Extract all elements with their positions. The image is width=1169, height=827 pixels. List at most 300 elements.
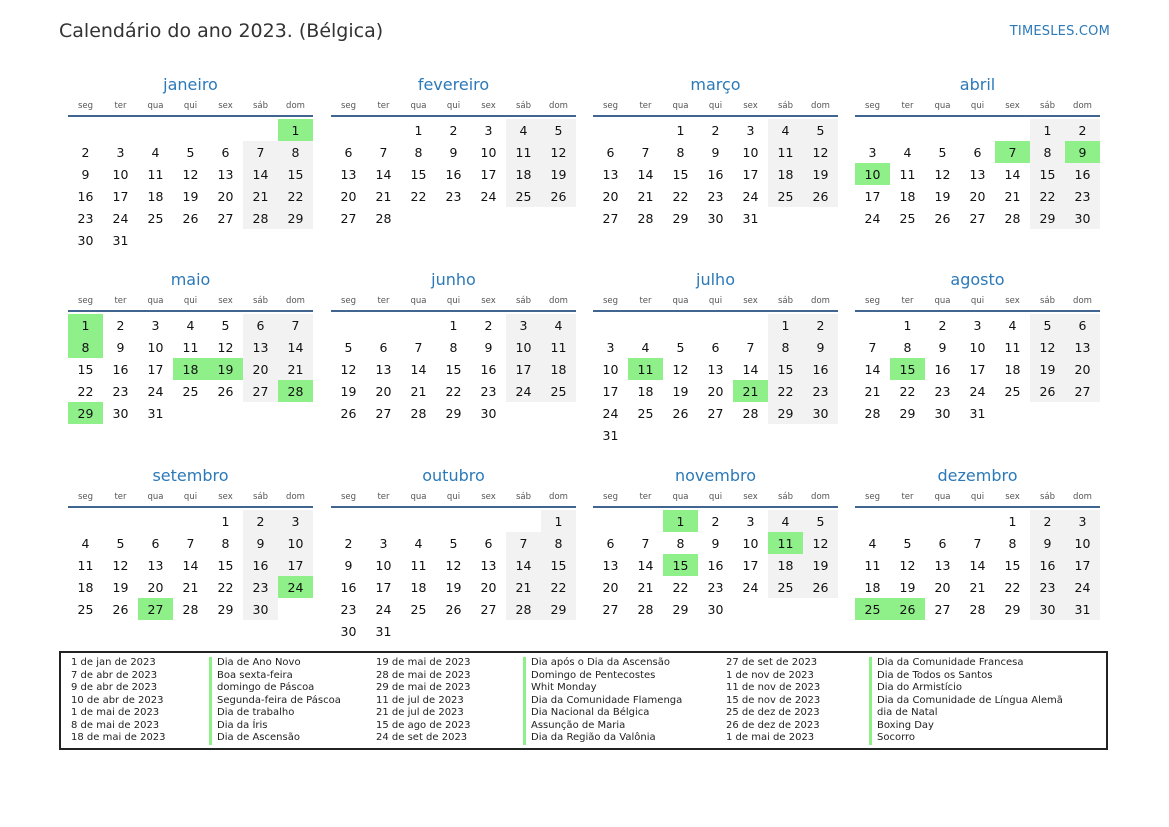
holiday-day-cell: 1 [663,510,698,532]
day-cell: 19 [112,579,129,595]
day-cell: 16 [707,166,724,182]
weekday-label: ter [639,101,652,111]
day-cell: 9 [116,339,125,355]
day-cell: 2 [711,513,720,529]
day-cell: 16 [445,166,462,182]
weekday-label: qua [410,492,427,502]
day-cell: 14 [969,557,986,573]
day-cell: 12 [541,141,576,163]
day-cell: 16 [803,358,838,380]
day-cell: 2 [938,317,947,333]
day-cell: 14 [182,557,199,573]
day-cell: 11 [899,166,916,182]
empty-cell [401,510,436,532]
weekday-header [68,97,313,117]
day-cell: 7 [186,535,195,551]
day-cell: 10 [742,144,759,160]
day-cell: 28 [506,598,541,620]
legend-date: 25 de dez de 2023 [726,707,820,718]
day-cell: 19 [899,579,916,595]
legend-date: 1 de mai de 2023 [726,732,815,743]
empty-cell [243,119,278,141]
month-name: fevereiro [417,75,490,94]
legend-date: 1 de jan de 2023 [71,657,156,668]
day-cell: 12 [803,141,838,163]
month-name: outubro [422,466,485,485]
weekday-label: sex [481,296,496,306]
month-name: maio [170,270,211,289]
weekday-label: sex [743,101,758,111]
month-8 [68,465,313,620]
day-cell: 19 [340,383,357,399]
legend-holiday-name: Dia da Região da Valônia [523,732,656,745]
weekday-label: ter [901,296,914,306]
day-cell: 29 [445,405,462,421]
legend-date: 18 de mai de 2023 [71,732,166,743]
day-grid [68,119,313,251]
day-cell: 12 [803,532,838,554]
day-cell: 12 [899,557,916,573]
day-cell: 14 [637,557,654,573]
empty-cell [331,119,366,141]
weekday-label: qui [970,296,985,306]
day-cell: 3 [379,535,388,551]
weekday-header [331,97,576,117]
day-cell: 8 [278,141,313,163]
day-cell: 14 [864,361,881,377]
day-cell: 5 [938,144,947,160]
day-cell: 25 [768,185,803,207]
day-cell: 8 [768,336,803,358]
day-cell: 6 [484,535,493,551]
day-cell: 16 [480,361,497,377]
day-cell: 24 [112,210,129,226]
day-cell: 5 [803,510,838,532]
weekday-label: seg [864,492,881,502]
day-cell: 23 [112,383,129,399]
day-cell: 29 [278,207,313,229]
legend-date: 26 de dez de 2023 [726,719,820,731]
weekday-label: qua [410,296,427,306]
weekday-label: qua [672,101,689,111]
day-cell: 22 [217,579,234,595]
day-cell: 4 [541,314,576,336]
day-cell: 17 [480,166,497,182]
day-cell: 30 [707,210,724,226]
day-cell: 2 [243,510,278,532]
weekday-label: dom [1073,296,1092,306]
legend-holiday-name: Assunção de Maria [523,720,625,733]
legend-date: 7 de abr de 2023 [71,669,158,681]
month-6 [593,269,838,446]
month-name: junho [431,270,476,289]
legend-date: 1 de mai de 2023 [71,707,160,718]
holiday-day-cell: 1 [278,119,313,141]
weekday-label: sáb [1039,101,1056,111]
day-cell: 29 [672,601,689,617]
day-cell: 17 [602,383,619,399]
day-cell: 30 [243,598,278,620]
day-cell: 15 [217,557,234,573]
weekday-label: ter [377,492,390,502]
empty-cell [628,510,663,532]
day-cell: 19 [803,163,838,185]
weekday-header [855,97,1100,117]
day-cell: 15 [77,361,94,377]
weekday-label: qui [183,101,198,111]
weekday-label: sáb [1039,492,1056,502]
day-cell: 18 [1004,361,1021,377]
holiday-day-cell: 25 [855,598,890,620]
day-cell: 3 [116,144,125,160]
day-cell: 28 [375,210,392,226]
empty-cell [593,510,628,532]
day-cell: 19 [803,554,838,576]
weekday-label: dom [549,492,568,502]
day-cell: 14 [375,166,392,182]
day-cell: 4 [81,535,90,551]
day-cell: 5 [344,339,353,355]
weekday-label: sex [1005,101,1020,111]
day-cell: 15 [768,358,803,380]
day-cell: 18 [410,579,427,595]
day-cell: 17 [1065,554,1100,576]
weekday-label: qua [934,296,951,306]
day-cell: 23 [445,188,462,204]
day-cell: 11 [410,557,427,573]
day-cell: 26 [803,185,838,207]
day-cell: 6 [221,144,230,160]
day-cell: 15 [410,166,427,182]
day-cell: 16 [1030,554,1065,576]
weekday-label: dom [811,296,830,306]
legend-holiday-name: Whit Monday [523,682,597,695]
weekday-label: qui [708,492,723,502]
holiday-day-cell: 15 [663,554,698,576]
weekday-label: qui [183,296,198,306]
legend-date: 15 de ago de 2023 [376,719,471,731]
day-cell: 13 [707,361,724,377]
day-cell: 14 [243,163,278,185]
brand-link[interactable]: TIMESLES.COM [1009,24,1110,39]
day-cell: 25 [506,185,541,207]
month-name: janeiro [163,75,218,94]
day-cell: 5 [186,144,195,160]
day-cell: 3 [868,144,877,160]
day-cell: 10 [1065,532,1100,554]
day-cell: 29 [217,601,234,617]
day-cell: 9 [344,557,353,573]
legend-holiday-name: Boxing Day [869,720,934,733]
day-cell: 13 [340,166,357,182]
day-cell: 28 [742,405,759,421]
day-cell: 15 [1030,163,1065,185]
day-cell: 18 [768,163,803,185]
day-cell: 25 [637,405,654,421]
day-cell: 24 [969,383,986,399]
day-cell: 9 [484,339,493,355]
weekday-label: ter [901,492,914,502]
day-cell: 30 [1065,207,1100,229]
day-cell: 5 [903,535,912,551]
day-cell: 4 [1008,317,1017,333]
day-cell: 28 [410,405,427,421]
day-cell: 4 [868,535,877,551]
weekday-label: dom [1073,101,1092,111]
day-cell: 16 [243,554,278,576]
day-cell: 21 [182,579,199,595]
day-cell: 8 [449,339,458,355]
day-cell: 16 [77,188,94,204]
day-cell: 20 [969,188,986,204]
day-cell: 26 [217,383,234,399]
weekday-label: sáb [777,492,794,502]
month-9 [331,465,576,642]
weekday-label: dom [1073,492,1092,502]
day-cell: 22 [445,383,462,399]
day-cell: 12 [217,339,234,355]
day-cell: 26 [112,601,129,617]
holiday-day-cell: 10 [855,163,890,185]
day-cell: 3 [746,122,755,138]
day-cell: 2 [711,122,720,138]
month-name: abril [959,75,996,94]
weekday-label: qui [708,101,723,111]
legend-holiday-name: Dia da Comunidade Flamenga [523,695,682,708]
holiday-day-cell: 21 [733,380,768,402]
day-cell: 8 [1030,141,1065,163]
day-cell: 31 [375,623,392,639]
empty-cell [68,510,103,532]
empty-cell [995,119,1030,141]
day-cell: 16 [707,557,724,573]
day-cell: 10 [742,535,759,551]
weekday-label: sex [1005,296,1020,306]
weekday-label: sáb [515,101,532,111]
day-cell: 27 [340,210,357,226]
empty-cell [471,510,506,532]
day-cell: 10 [506,336,541,358]
day-cell: 21 [278,358,313,380]
day-cell: 1 [676,122,685,138]
empty-cell [366,314,401,336]
day-cell: 26 [1030,380,1065,402]
day-cell: 13 [480,557,497,573]
day-cell: 14 [742,361,759,377]
holiday-day-cell: 7 [995,141,1030,163]
day-cell: 7 [414,339,423,355]
day-cell: 1 [768,314,803,336]
legend-date: 11 de nov de 2023 [726,682,821,693]
empty-cell [960,510,995,532]
empty-cell [138,119,173,141]
day-grid [593,510,838,620]
day-cell: 18 [506,163,541,185]
day-cell: 1 [1030,119,1065,141]
day-cell: 11 [541,336,576,358]
day-cell: 6 [973,144,982,160]
day-cell: 10 [480,144,497,160]
weekday-header [68,292,313,312]
day-cell: 27 [1065,380,1100,402]
weekday-header [593,488,838,508]
legend-date: 21 de jul de 2023 [376,707,464,718]
month-0 [68,74,313,251]
weekday-label: sex [743,296,758,306]
day-grid [855,314,1100,424]
weekday-label: dom [286,492,305,502]
day-cell: 19 [182,188,199,204]
day-cell: 21 [637,579,654,595]
weekday-label: seg [77,101,94,111]
day-cell: 12 [182,166,199,182]
day-cell: 16 [934,361,951,377]
weekday-header [855,292,1100,312]
day-cell: 15 [672,166,689,182]
empty-cell [855,119,890,141]
legend-date: 9 de abr de 2023 [71,682,158,693]
day-cell: 25 [1004,383,1021,399]
day-cell: 18 [541,358,576,380]
weekday-label: sex [481,492,496,502]
day-cell: 20 [243,358,278,380]
day-cell: 23 [243,576,278,598]
day-cell: 3 [606,339,615,355]
day-cell: 12 [340,361,357,377]
weekday-header [593,292,838,312]
weekday-label: qui [183,492,198,502]
day-cell: 17 [112,188,129,204]
day-cell: 7 [746,339,755,355]
legend-holiday-name: Segunda-feira de Páscoa [209,695,341,708]
empty-cell [68,119,103,141]
day-cell: 17 [375,579,392,595]
day-cell: 22 [1004,579,1021,595]
empty-cell [925,510,960,532]
empty-cell [890,510,925,532]
day-cell: 1 [903,317,912,333]
day-cell: 7 [506,532,541,554]
day-cell: 24 [602,405,619,421]
day-cell: 11 [147,166,164,182]
day-cell: 28 [637,210,654,226]
weekday-label: dom [811,492,830,502]
day-cell: 22 [768,380,803,402]
holiday-day-cell: 15 [890,358,925,380]
day-cell: 17 [864,188,881,204]
legend-holiday-name: dia de Natal [869,707,938,720]
weekday-label: sáb [777,296,794,306]
weekday-label: sáb [252,296,269,306]
empty-cell [401,314,436,336]
day-cell: 18 [899,188,916,204]
day-cell: 6 [606,535,615,551]
holiday-day-cell: 19 [208,358,243,380]
day-cell: 28 [182,601,199,617]
day-cell: 1 [1008,513,1017,529]
day-cell: 9 [803,336,838,358]
weekday-label: qua [147,101,164,111]
day-cell: 23 [1030,576,1065,598]
day-cell: 22 [77,383,94,399]
day-cell: 3 [484,122,493,138]
holiday-day-cell: 24 [278,576,313,598]
empty-cell [733,314,768,336]
weekday-label: qua [934,101,951,111]
day-cell: 19 [672,383,689,399]
day-cell: 20 [707,383,724,399]
legend-date: 19 de mai de 2023 [376,657,471,668]
day-cell: 25 [410,601,427,617]
day-cell: 25 [541,380,576,402]
weekday-label: sex [218,492,233,502]
weekday-label: ter [639,492,652,502]
day-cell: 4 [903,144,912,160]
day-cell: 23 [707,579,724,595]
day-cell: 21 [375,188,392,204]
day-cell: 24 [742,579,759,595]
empty-cell [366,510,401,532]
day-cell: 5 [803,119,838,141]
day-cell: 6 [938,535,947,551]
legend-holiday-name: domingo de Páscoa [209,682,314,695]
day-cell: 22 [672,579,689,595]
day-cell: 22 [278,185,313,207]
month-name: setembro [152,466,229,485]
day-grid [855,510,1100,620]
day-cell: 19 [934,188,951,204]
day-cell: 1 [541,510,576,532]
empty-cell [138,510,173,532]
day-cell: 3 [151,317,160,333]
day-cell: 2 [803,314,838,336]
day-cell: 11 [77,557,94,573]
day-cell: 7 [973,535,982,551]
day-cell: 12 [1030,336,1065,358]
day-cell: 8 [541,532,576,554]
day-cell: 25 [77,601,94,617]
day-cell: 25 [147,210,164,226]
legend-holiday-name: Dia Nacional da Bélgica [523,707,649,720]
weekday-label: seg [77,492,94,502]
day-cell: 9 [81,166,90,182]
weekday-label: qua [672,492,689,502]
day-cell: 30 [77,232,94,248]
day-cell: 6 [606,144,615,160]
day-cell: 3 [973,317,982,333]
day-cell: 24 [375,601,392,617]
month-4 [68,269,313,424]
day-cell: 20 [480,579,497,595]
weekday-header [593,97,838,117]
weekday-label: qui [446,101,461,111]
day-cell: 9 [243,532,278,554]
day-cell: 17 [278,554,313,576]
day-cell: 12 [112,557,129,573]
weekday-label: ter [377,296,390,306]
day-cell: 26 [934,210,951,226]
day-cell: 17 [969,361,986,377]
day-cell: 2 [449,122,458,138]
month-10 [593,465,838,620]
day-cell: 16 [1065,163,1100,185]
day-cell: 9 [1030,532,1065,554]
legend-holiday-name: Dia de Ascensão [209,732,300,745]
day-cell: 13 [969,166,986,182]
day-cell: 4 [186,317,195,333]
weekday-label: qua [147,492,164,502]
day-cell: 20 [934,579,951,595]
